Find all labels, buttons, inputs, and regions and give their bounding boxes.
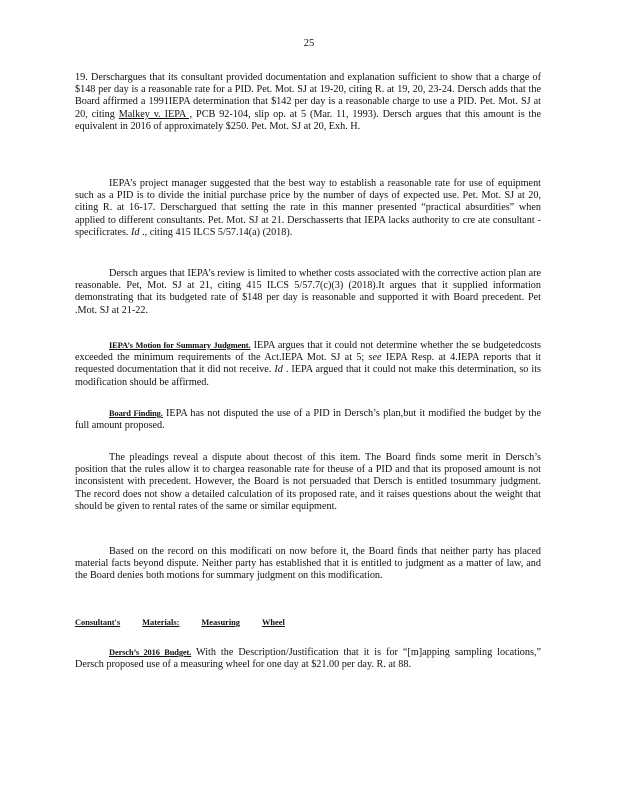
paragraph-text: Based on the record on this modificati on now before it, the Board finds that neither party has placed material facts beyond dispute. Neither party has established that it is entitled to judgment as a matter of law, and the Board denies both motions for summary judgment on this modification.: [75, 546, 541, 582]
paragraph-text: With the Description/Justification that it is for “[m]apping sampling locations,” Dersch proposed use of a measuring wheel for one day at $21.00 per day. R. at 88.: [75, 647, 541, 671]
heading-word: Consultant's: [75, 618, 121, 627]
subheading-iepa-motion: IEPA’s Motion for Summary Judgment.: [109, 341, 251, 350]
see-signal: see: [368, 352, 382, 364]
paragraph-pleadings: [75, 452, 541, 513]
heading-word: Materials:: [142, 618, 180, 627]
heading-word: Wheel: [262, 618, 285, 627]
subheading-board-finding: Board Finding.: [109, 409, 163, 418]
case-citation: Malkey v. IEPA ,: [118, 108, 193, 120]
id-citation: Id: [274, 364, 283, 376]
paragraph-text: IEPA Resp. at 4.IEPA reports that it requested documentation that it did not receive.: [75, 352, 542, 376]
section-heading-measuring-wheel: [75, 617, 375, 629]
paragraph-text: IEPA has not disputed the use of a PID in Dersch’s plan,but it modified the budget by the full amount proposed.: [75, 408, 541, 432]
paragraph-text: . IEPA argued that it could not make this determination, so its modification should be affirmed.: [75, 364, 541, 388]
paragraph-iepa-motion: [75, 340, 541, 389]
paragraph-text: The pleadings reveal a dispute about thecost of this item. The Board finds some merit in Dersch’s position that the rules allow it to chargea reasonable rate for theuse of a PID and that its proposed amount is not inconsistent with precedent. However, the Board is not persuaded that Dersch is entitled tosummary judgment. The record does not show a detailed calculation of its proposed rate, and it raises questions about the weight that should be given to rental rates of the same or similar equipment.: [75, 452, 541, 512]
paragraph-based-on-record: [75, 546, 541, 583]
paragraph-text: ., citing 415 ILCS 5/57.14(a) (2018).: [139, 226, 293, 238]
paragraph-board-finding: [75, 408, 541, 432]
paragraph-dersch-review-limited: [75, 268, 541, 317]
paragraph-text: IEPA argues that it could not determine whether the se budgetedcosts exceeded the minimum requirements of the Act.IEPA Mot. SJ at 5;: [75, 340, 541, 364]
paragraph-text: Dersch argues that IEPA’s review is limited to whether costs associated with the corrective action plan are reasonable. Pet, Mot. SJ at 21, citing 415 ILCS 5/57.7(c)(3) (2018).It argues that it supplied information demonstrating that its budgeted rate of $148 per day is reasonable and supported it with Board precedent. Pet .Mot. SJ at 21-22.: [75, 268, 541, 316]
page-number: 25: [303, 38, 315, 49]
heading-word: Measuring: [201, 618, 240, 627]
paragraph-text: IEPA’s project manager suggested that the best way to establish a reasonable rate for use of equipment such as a PID is to divide the initial purchase price by the number of days of expected use. Pet. Mot. SJ at 20, citing R. at 16-17. Derschargued that setting the rate in this manner presented “practical absurdities” when applied to different consultants. Pet. Mot. SJ at 21. Derschasserts that IEPA lacks authority to cre ate consultant -specificrates.: [75, 178, 541, 238]
paragraph-dersch-2016-budget: [75, 647, 541, 671]
id-citation: Id: [131, 226, 140, 238]
paragraph-iepa-project-manager: [75, 178, 541, 239]
paragraph-text: PCB 92-104, slip op. at 5 (Mar. 11, 1993). Dersch argues that this amount is the equivalent in 2016 of approximately $250. Pet. Mot. SJ at 20, Exh. H.: [75, 108, 541, 132]
paragraph-dersch-consultant-documentation: [75, 72, 541, 133]
subheading-dersch-budget: Dersch’s 2016 Budget.: [109, 648, 192, 657]
paragraph-text: 19. Derschargues that its consultant provided documentation and explanation sufficient to show that a charge of $148 per day is a reasonable rate for a PID. Pet. Mot. SJ at 19-20, citing R. at 19, 20, 23-24. Dersch adds that the Board affirmed a 1991IEPA determination that $142 per day is a reasonable charge to use a PID. Pet. Mot. SJ at 20, citing: [75, 72, 541, 120]
